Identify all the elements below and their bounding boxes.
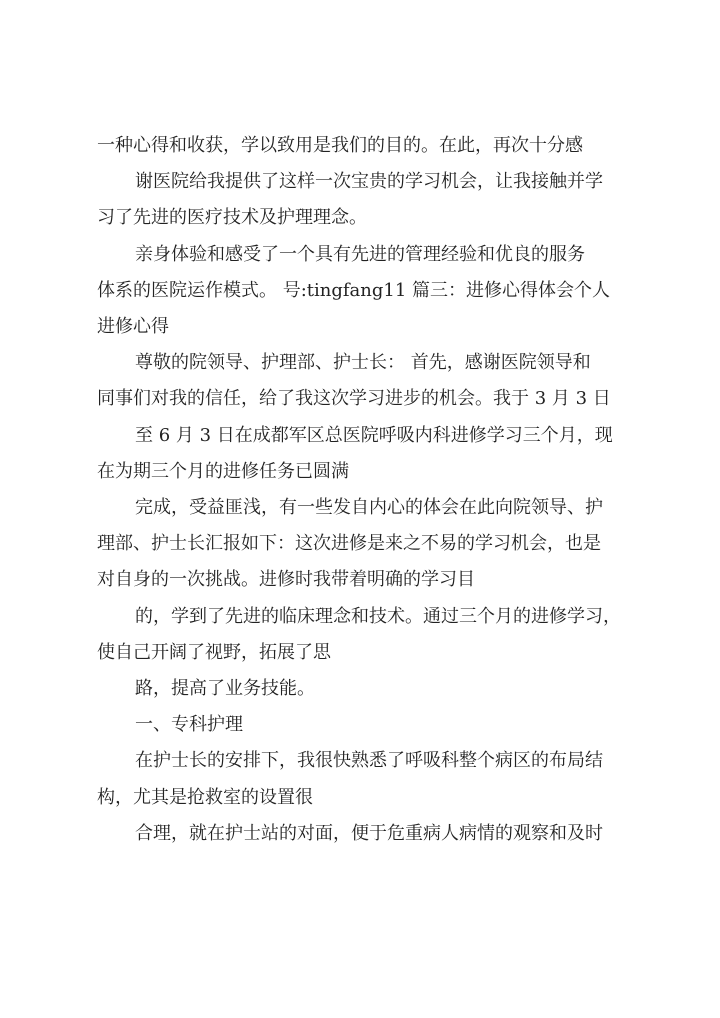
- text-line: 理部、护士长汇报如下：这次进修是来之不易的学习机会，也是: [97, 533, 601, 555]
- text-line: 完成，受益匪浅，有一些发自内心的体会在此向院领导、护: [135, 497, 603, 519]
- text-line: 谢医院给我提供了这样一次宝贵的学习机会，让我接触并学: [135, 171, 603, 193]
- text-line: 对自身的一次挑战。进修时我带着明确的学习目: [97, 569, 475, 591]
- text-line: 构，尤其是抢救室的设置很: [97, 786, 313, 808]
- text-line: 进修心得: [97, 316, 169, 338]
- text-line: 一种心得和收获，学以致用是我们的目的。在此，再次十分感: [97, 135, 583, 156]
- text-line: 的，学到了先进的临床理念和技术。通过三个月的进修学习，: [135, 605, 621, 627]
- body-text: [97, 128, 637, 852]
- text-line: 使自己开阔了视野，拓展了思: [97, 641, 331, 663]
- text-line: 在护士长的安排下，我很快熟悉了呼吸科整个病区的布局结: [135, 750, 603, 772]
- text-line: 至 6 月 3 日在成都军区总医院呼吸内科进修学习三个月，现: [135, 424, 613, 446]
- text-line: 合理，就在护士站的对面，便于危重病人病情的观察和及时: [135, 822, 603, 844]
- text-line: 习了先进的医疗技术及护理理念。: [97, 207, 367, 229]
- text-line: 同事们对我的信任，给了我这次学习进步的机会。我于 3 月 3 日: [97, 388, 611, 410]
- text-line: 尊敬的院领导、护理部、护士长： 首先，感谢医院领导和: [135, 352, 591, 374]
- text-line: 亲身体验和感受了一个具有先进的管理经验和优良的服务: [135, 243, 585, 265]
- text-line: 一、专科护理: [135, 714, 243, 736]
- text-line: 在为期三个月的进修任务已圆满: [97, 460, 349, 482]
- text-line: 体系的医院运作模式。 号:tingfang11 篇三：进修心得体会个人: [97, 279, 611, 301]
- text-line: 路，提高了业务技能。: [135, 678, 315, 700]
